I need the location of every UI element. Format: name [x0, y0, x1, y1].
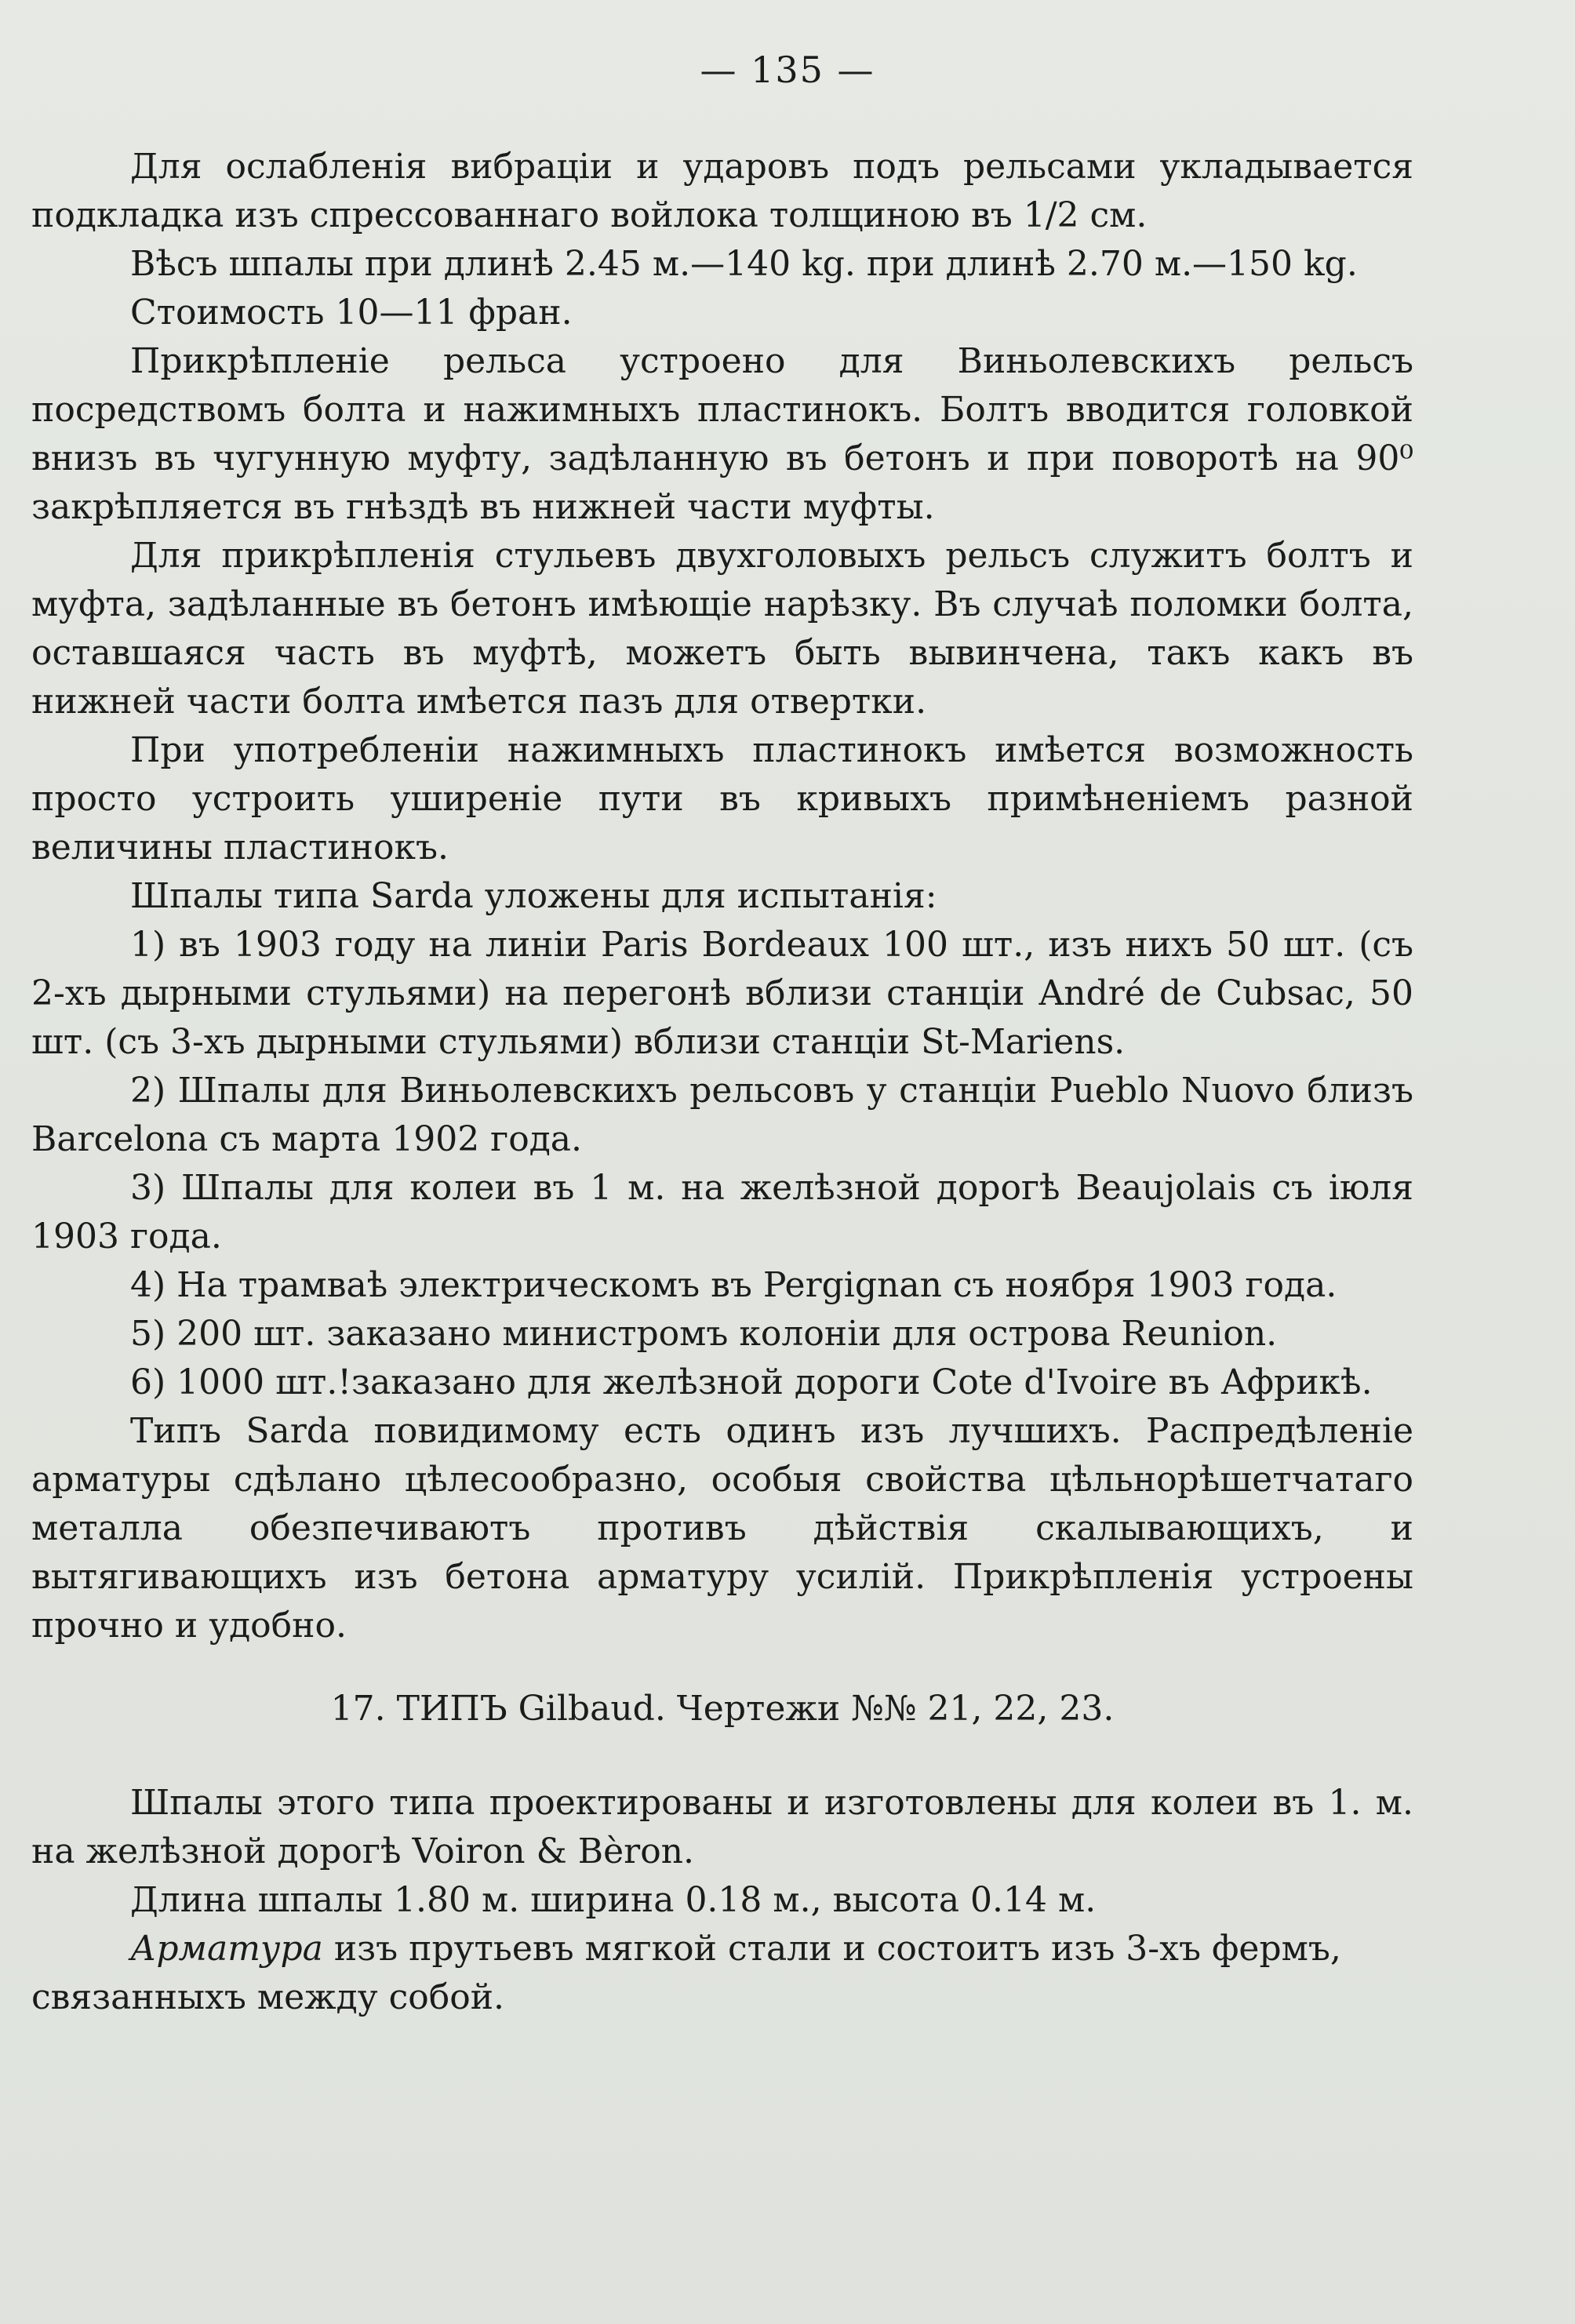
list-item-trial-1: 1) въ 1903 году на линіи Paris Bordeaux 100 шт., изъ нихъ 50 шт. (съ 2-хъ дырными стульями) на перегонѣ вблизи станціи André de Cubsac, 50 шт. (съ 3-хъ дырными стульями) вблизи станціи St-Mariens. — [31, 925, 1413, 1062]
paragraph-sarda-conclusion: Типъ Sarda повидимому есть одинъ изъ лучшихъ. Распредѣленіе арматуры сдѣлано цѣлесообразно, особыя свойства цѣльнорѣшетчатаго металла обезпечиваютъ противъ дѣйствія скалывающихъ, и вытягивающихъ изъ бетона арматуру усилій. Прикрѣпленія устроены прочно и удобно. — [31, 1411, 1413, 1646]
paragraph-sarda-trials-intro: Шпалы типа Sarda уложены для испытанія: — [130, 876, 937, 916]
list-item-trial-4: 4) На трамваѣ электрическомъ въ Pergignan съ ноября 1903 года. — [130, 1265, 1337, 1305]
paragraph-sleeper-weight: Вѣсъ шпалы при длинѣ 2.45 м.—140 kg. при длинѣ 2.70 м.—150 kg. — [130, 244, 1358, 284]
paragraph-chair-fastening: Для прикрѣпленія стульевъ двухголовыхъ рельсъ служитъ болтъ и муфта, задѣланные въ бетонъ имѣющіе нарѣзку. Въ случаѣ поломки болта, оставшаяся часть въ муфтѣ, можетъ быть вывинчена, такъ какъ въ нижней части болта имѣется пазъ для отвертки. — [31, 536, 1413, 722]
page-number: — 135 — — [700, 49, 875, 91]
paragraph-gilbaud-dimensions: Длина шпалы 1.80 м. ширина 0.18 м., высота 0.14 м. — [130, 1880, 1097, 1920]
list-item-trial-3: 3) Шпалы для колеи въ 1 м. на желѣзной дорогѣ Beaujolais съ іюля 1903 года. — [31, 1168, 1413, 1257]
list-item-trial-6: 6) 1000 шт.!заказано для желѣзной дороги Cote d'Ivoire въ Африкѣ. — [130, 1362, 1373, 1402]
armature-text: изъ прутьевъ мягкой стали и состоитъ изъ 3-хъ фермъ, связанныхъ между собой. — [31, 1929, 1341, 2017]
paragraph-rail-fastening: Прикрѣпленіе рельса устроено для Виньолевскихъ рельсъ посредствомъ болта и нажимныхъ пластинокъ. Болтъ вводится головкой внизъ въ чугунную муфту, задѣланную въ бетонъ и при поворотѣ на 90⁰ закрѣпляется въ гнѣздѣ въ нижней части муфты. — [31, 341, 1413, 527]
paragraph-armature — [31, 1925, 1413, 2022]
paragraph-vibration-damping: Для ослабленія вибраціи и ударовъ подъ рельсами укладывается подкладка изъ спрессованнаго войлока толщиною въ 1/2 см. — [31, 147, 1413, 235]
paragraph-cost: Стоимость 10—11 фран. — [130, 293, 573, 333]
page-body — [31, 143, 1413, 2022]
section-heading: 17. ТИПЪ Gilbaud. Чертежи №№ 21, 22, 23. — [330, 1689, 1115, 1729]
paragraph-clamp-plates: При употребленіи нажимныхъ пластинокъ имѣется возможность просто устроить уширеніе пути въ кривыхъ примѣненіемъ разной величины пластинокъ. — [31, 730, 1413, 867]
armature-term: Арматура — [130, 1929, 323, 1969]
paragraph-gilbaud-intro: Шпалы этого типа проектированы и изготовлены для колеи въ 1. м. на желѣзной дорогѣ Voiron & Bèron. — [31, 1783, 1413, 1871]
list-item-trial-5: 5) 200 шт. заказано министромъ колоніи для острова Reunion. — [130, 1314, 1278, 1354]
list-item-trial-2: 2) Шпалы для Виньолевскихъ рельсовъ у станціи Pueblo Nuovo близъ Barcelona съ марта 1902 года. — [31, 1071, 1413, 1159]
